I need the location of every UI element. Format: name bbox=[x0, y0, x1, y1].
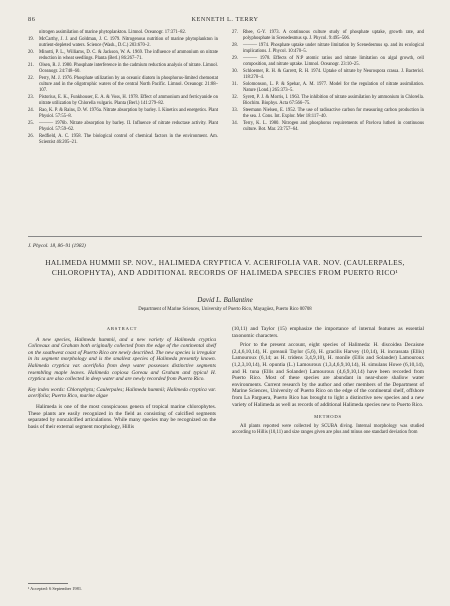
abstract-text: A new species, Halimeda hummii, and a new variety of Halimeda cryptica Colinvaux and Graham both originally collected from the edge of the continental shelf on the southwest coast of Puerto Rico are newly described. The new species is irregular in its segment morphology and is the smallest species of Halimeda presently known. Halimeda cryptica var. acerifolia from deep water possesses distinctive segments resembling maple leaves. Halimeda copiosa Goreau and Graham and typical H. cryptica are also collected in deep water and are newly recorded from Puerto Rico. bbox=[28, 336, 216, 383]
reference-item: 31. Solomonson, L. P. & Spehar, A. M. 1977. Model for the regulation of nitrate assimilation. Nature (Lond.) 265:373–5. bbox=[232, 82, 424, 94]
article-author: David L. Ballantine bbox=[197, 296, 253, 304]
reference-item: 25. ——— 1976b. Nitrate absorption by barley. II. Influence of nitrate reductase activity. Plant Physiol. 57:59–62. bbox=[28, 121, 218, 133]
reference-item: 27. Rhee, G-Y. 1973. A continuous culture study of phosphate uptake, growth rate, and polyphosphate in Scenedesmus sp. J. Phycol. 9:495–506. bbox=[232, 30, 424, 42]
reference-item: 21. Olsen, R. J. 1980. Phosphate interference in the cadmium reduction analysis of nitrate. Limnol. Oceanogr. 24:748–60. bbox=[28, 62, 218, 74]
body-right-column bbox=[232, 326, 424, 436]
footnote: ¹ Accepted: 6 September 1981. bbox=[28, 586, 83, 591]
reference-item: 22. Perry, M. J. 1976. Phosphate utilization by an oceanic diatom in phosphorus-limited chemostat culture and in the oligotrophic waters of the central North Pacific. Limnol. Oceanogr. 21:88–107. bbox=[28, 75, 218, 94]
author-affiliation: Department of Marine Sciences, University of Puerto Rico, Mayagüez, Puerto Rico 00708 bbox=[138, 307, 312, 312]
reference-item: 34. Terry, K. L. 1980. Nitrogen and phosphorus requirements of Pavlova lutheri in continuous culture. Bot. Mar. 23:757–64. bbox=[232, 121, 424, 133]
key-index-words: Key index words: Chlorophyta; Caulerpales; Halimeda hummii; Halimeda cryptica var. acerifolia; Puerto Rico, marine algae bbox=[28, 386, 216, 400]
journal-citation: J. Phycol. 18, 86–91 (1982) bbox=[28, 243, 86, 249]
body-left-column bbox=[28, 326, 216, 433]
references-right-column bbox=[232, 30, 424, 134]
running-title: KENNETH L. TERRY bbox=[191, 16, 259, 23]
abstract-heading: ABSTRACT bbox=[106, 326, 138, 331]
introduction-paragraph: Halimeda is one of the most conspicuous genera of tropical marine chlorophytes. These plants are easily recognized in the field as consisting of calcified segments separated by noncalcified articulations. While many species may be recognized on the basis of their external segment morphology, Hillis bbox=[28, 403, 216, 430]
reference-item: 20. Minotti, P. L., Williams, D. C. & Jackson, W. A. 1969. The influence of ammonium on nitrate reduction in wheat seedlings. Planta (Berl.) 86:267–71. bbox=[28, 49, 218, 61]
reference-item: 26. Redfield, A. C. 1958. The biological control of chemical factors in the environment. Am. Scientist 46:205–21. bbox=[28, 134, 218, 146]
introduction-paragraph-2: Prior to the present account, eight species of Halimeda: H. discoidea Decaisne (2,4,6,10,14), H. goreauii Taylor (5,6), H. gracilis Harvey (10,14), H. incrassata (Ellis) Lamouroux (6,14; as H. tridens 3,4,9,10), H. monile (Ellis and Solander) Lamouroux (1,2,3,10,14), H. opuntia (L.) Lamouroux (1,3,4,6,9,10,14), H. simulans Howe (6,10,14), and H. tuna (Ellis and Solander) Lamouroux (4,6,9,10,14) have been recorded from Puerto Rico. Most of these species are abundant in near-shore shallow water environments. Current research by the author and other members of the Department of Marine Sciences, University of Puerto Rico on the edge of the continental shelf, offshore from La Parguera, Puerto Rico has brought to light a distinctive new species and a new variety of Halimeda as well as records of additional Halimeda species new to Puerto Rico. bbox=[232, 342, 424, 408]
reference-item: nitrogen assimilation of marine phytoplankton. Limnol. Oceanogr. 17:371–82. bbox=[39, 30, 186, 35]
reference-item: 23. Pistorius, E. K., Funkhouser, E. A. & Voss, H. 1978. Effect of ammonium and ferricyanide on nitrate utilization by Chlorella vulgaris. Planta (Berl.) 141:279–82. bbox=[28, 95, 218, 107]
reference-item: 32. Syrett, P. J. & Morris, I. 1963. The inhibition of nitrate assimilation by ammonium in Chlorella. Biochim. Biophys. Acta 67:566–75. bbox=[232, 95, 424, 107]
introduction-continued: (10,11) and Taylor (15) emphasize the importance of internal features as essential taxonomic characters. bbox=[232, 326, 424, 339]
article-title: HALIMEDA HUMMII SP. NOV., HALIMEDA CRYPTICA V. ACERIFOLIA VAR. NOV. (CAULERPALES, CHLOROPHYTA), AND ADDITIONAL RECORDS OF HALIMEDA SPECIES FROM PUERTO RICO¹ bbox=[45, 258, 405, 277]
reference-item: 29. ——— 1978. Effects of N:P atomic ratios and nitrate limitation on algal growth, cell composition, and nitrate uptake. Limnol. Oceanogr. 23:10–25. bbox=[232, 56, 424, 68]
references-left-column bbox=[28, 30, 218, 147]
footnote-rule bbox=[28, 583, 68, 584]
reference-item: 28. ——— 1974. Phosphate uptake under nitrate limitation by Scenedesmus sp. and its ecological implications. J. Phycol. 10:470–5. bbox=[232, 43, 424, 55]
methods-heading: METHODS bbox=[314, 414, 342, 420]
reference-item: 33. Steemann Nielsen, E. 1952. The use of radioactive carbon for measuring carbon production in the sea. J. Cons. Int. Explor. Mer 18:117–40. bbox=[232, 108, 424, 120]
reference-item: 24. Rao, K. P. & Rains, D. W. 1976a. Nitrate absorption by barley. I. Kinetics and energetics. Plant Physiol. 57:55–8. bbox=[28, 108, 218, 120]
reference-item: 19. McCarthy, J. J. and Goldman, J. C. 1979. Nitrogenous nutrition of marine phytoplankton in nutrient-depleted waters. Science (Wash., D.C.) 203:670–2. bbox=[28, 36, 218, 48]
methods-text: All plants reported were collected by SCUBA diving. Internal morphology was studied according to Hillis (10,11) and size ranges given are plus and minus one standard deviation from bbox=[232, 423, 424, 435]
reference-item: 30. Schloemer, R. H. & Garrett, R. H. 1974. Uptake of nitrate by Neurospora crassa. J. Bacteriol. 118:270–4. bbox=[232, 69, 424, 81]
page-number: 86 bbox=[28, 16, 36, 23]
section-divider bbox=[28, 236, 422, 237]
